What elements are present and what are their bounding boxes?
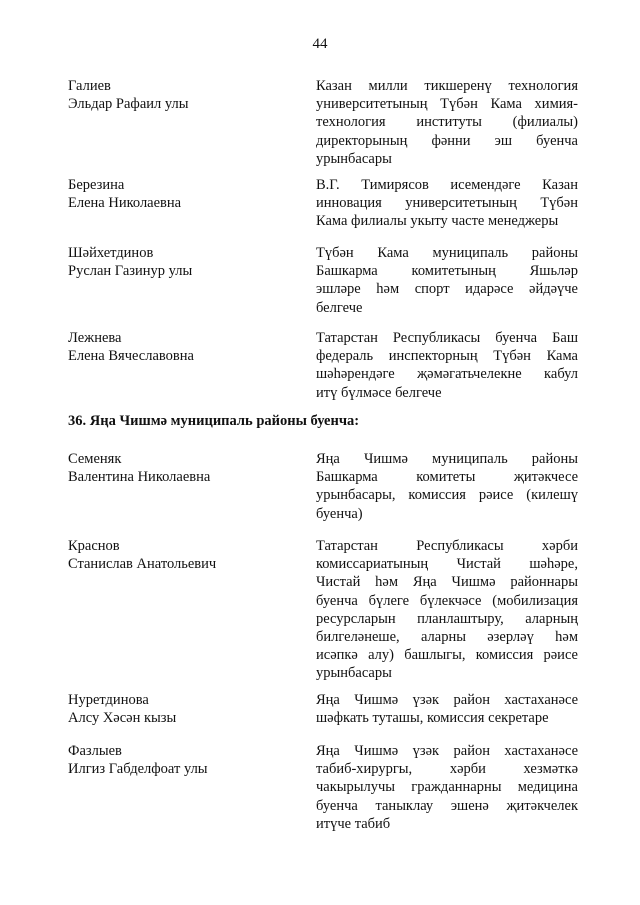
given-name: Елена Николаевна <box>68 195 182 211</box>
position-line: В.Г. Тимирясов исемендәге Казан <box>316 177 578 193</box>
position-line: буенча таныклау эшенә җитәкчелек <box>316 797 578 814</box>
member-position <box>316 329 578 402</box>
surname: Галиев <box>68 78 111 94</box>
position-line: буенча) <box>316 505 363 522</box>
member-position <box>316 77 578 168</box>
position-line: Кама филиалы укыту часте менеджеры <box>316 213 559 230</box>
member-name <box>68 77 288 113</box>
position-line: Башкарма комитетының Яшьләр <box>316 263 578 280</box>
given-name: Руслан Газинур улы <box>68 263 193 279</box>
member-name <box>68 450 288 486</box>
member-position <box>316 537 578 683</box>
position-line: Яңа Чишмә муниципаль районы <box>316 451 578 467</box>
member-name <box>68 691 288 727</box>
member-name <box>68 537 288 573</box>
position-line: комиссариатының Чистай шәһәре, <box>316 556 578 573</box>
position-line: чакырылучы гражданнарны медицина <box>316 779 578 796</box>
given-name: Илгиз Габделфоат улы <box>68 761 208 777</box>
position-line: Башкарма комитеты җитәкчесе <box>316 469 578 486</box>
member-position <box>316 691 578 727</box>
position-line: урынбасары, комиссия рәисе (килешү <box>316 487 578 504</box>
position-line: Чистай һәм Яңа Чишмә районнары <box>316 574 578 591</box>
given-name: Станислав Анатольевич <box>68 556 217 572</box>
given-name: Валентина Николаевна <box>68 469 211 485</box>
position-line: Яңа Чишмә үзәк район хастаханәсе <box>316 692 578 708</box>
page-number: 44 <box>312 36 328 52</box>
position-line: Түбән Кама муниципаль районы <box>316 245 578 261</box>
given-name: Эльдар Рафаил улы <box>68 96 189 112</box>
position-line: ресурсларын планлаштыру, аларның <box>316 610 578 627</box>
member-position <box>316 244 578 317</box>
position-line: билгеләнеше, аларны әзерләү һәм <box>316 629 578 646</box>
position-line: федераль инспекторның Түбән Кама <box>316 348 578 365</box>
position-line: университетының Түбән Кама химия- <box>316 96 578 113</box>
position-line: урынбасары <box>316 665 392 682</box>
position-line: шәфкать туташы, комиссия секретаре <box>316 710 549 727</box>
position-line: Яңа Чишмә үзәк район хастаханәсе <box>316 743 578 759</box>
surname: Лежнева <box>68 330 122 346</box>
position-line: исәпкә алу) башлыгы, комиссия рәисе <box>316 647 578 664</box>
position-line: белгече <box>316 299 363 316</box>
member-position <box>316 176 578 231</box>
position-line: Татарстан Республикасы хәрби <box>316 538 578 554</box>
position-line: урынбасары <box>316 150 392 167</box>
surname: Нуретдинова <box>68 692 149 708</box>
position-line: Татарстан Республикасы буенча Баш <box>316 330 578 346</box>
position-line: технология институты (филиалы) <box>316 114 578 131</box>
position-line: Казан милли тикшеренү технология <box>316 78 578 94</box>
position-line: табиб-хирургы, хәрби хезмәткә <box>316 761 578 778</box>
member-name <box>68 244 288 280</box>
given-name: Елена Вячеславовна <box>68 348 194 364</box>
position-line: итүче табиб <box>316 815 391 832</box>
surname: Краснов <box>68 538 120 554</box>
given-name: Алсу Хәсән кызы <box>68 710 177 726</box>
member-position <box>316 450 578 523</box>
position-line: эшләре һәм спорт идарәсе әйдәүче <box>316 281 578 298</box>
surname: Березина <box>68 177 125 193</box>
position-line: директорының фәнни эш буенча <box>316 132 578 149</box>
surname: Шәйхетдинов <box>68 245 154 261</box>
surname: Фазлыев <box>68 743 122 759</box>
member-name <box>68 742 288 778</box>
surname: Семеняк <box>68 451 122 467</box>
position-line: итү бүлмәсе белгече <box>316 384 442 401</box>
position-line: шәһәрендәге җәмәгатьчелекне кабул <box>316 366 578 383</box>
position-line: буенча бүлеге бүлекчәсе (мобилизация <box>316 592 578 609</box>
member-name <box>68 329 288 365</box>
section-header: 36. Яңа Чишмә муниципаль районы буенча: <box>68 413 360 429</box>
member-name <box>68 176 288 212</box>
position-line: инновация университетының Түбән <box>316 195 578 212</box>
member-position <box>316 742 578 833</box>
